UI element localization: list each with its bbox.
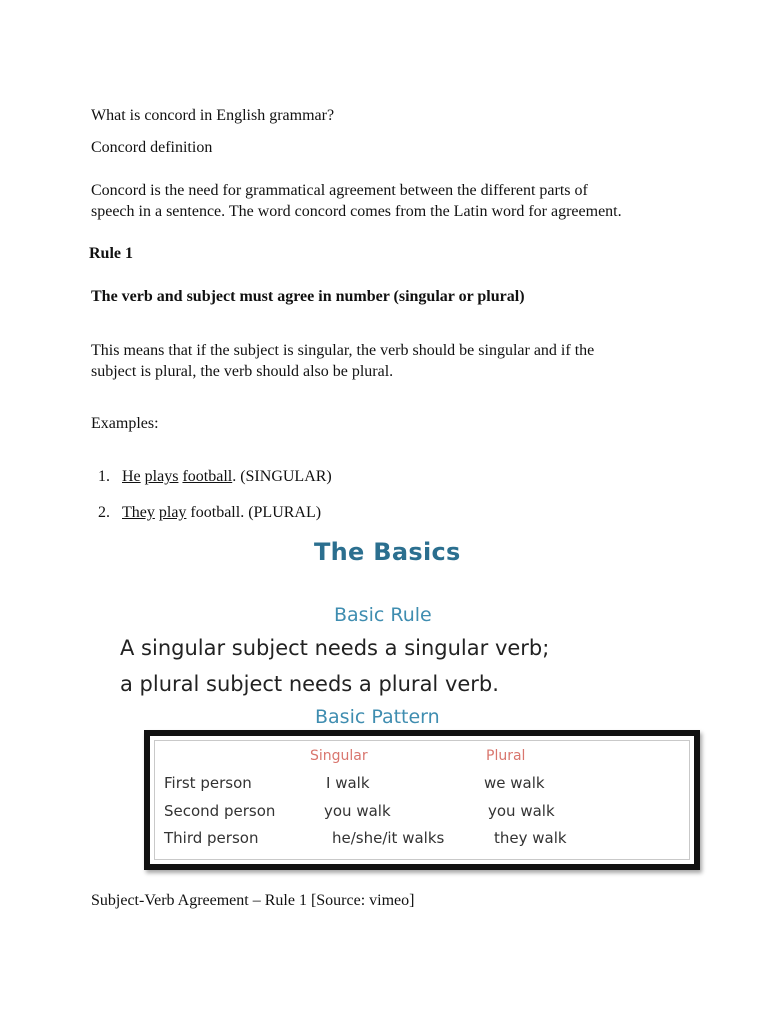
table-row-singular: you walk — [324, 802, 391, 820]
image-caption: Subject-Verb Agreement – Rule 1 [Source: vimeo] — [91, 892, 415, 909]
slide-title: The Basics — [314, 538, 461, 566]
table-row-person: Second person — [164, 802, 276, 820]
slide-rule-heading: Basic Rule — [334, 604, 432, 626]
pattern-table — [144, 730, 700, 870]
slide-rule-line-1: A singular subject needs a singular verb; — [120, 636, 550, 660]
table-row-singular: he/she/it walks — [332, 829, 445, 847]
rule-statement: The verb and subject must agree in number (singular or plural) — [91, 288, 525, 305]
example-object: football — [182, 468, 233, 485]
explanation-line-1: This means that if the subject is singular, the verb should be singular and if the — [91, 342, 595, 359]
example-verb: plays — [144, 468, 179, 485]
example-object: football — [190, 504, 241, 521]
example-number: 1. — [98, 468, 110, 485]
definition-heading: Concord definition — [91, 139, 213, 156]
example-number: 2. — [98, 504, 110, 521]
table-header-singular: Singular — [310, 748, 368, 764]
definition-line-2: speech in a sentence. The word concord comes from the Latin word for agreement. — [91, 203, 622, 220]
example-item — [98, 502, 321, 523]
table-row-plural: we walk — [484, 774, 545, 792]
definition-line-1: Concord is the need for grammatical agreement between the different parts of — [91, 182, 588, 199]
example-item — [98, 466, 332, 487]
table-row-person: First person — [164, 774, 252, 792]
example-tail: . (PLURAL) — [240, 504, 322, 521]
slide-pattern-heading: Basic Pattern — [315, 706, 440, 728]
table-header-plural: Plural — [486, 748, 526, 764]
table-row-plural: you walk — [488, 802, 555, 820]
basics-slide-image — [108, 534, 704, 872]
example-tail: . (SINGULAR) — [232, 468, 332, 485]
question-line: What is concord in English grammar? — [91, 107, 335, 124]
rule-heading: Rule 1 — [89, 245, 133, 262]
example-verb: play — [158, 504, 187, 521]
example-subject: They — [122, 504, 155, 521]
examples-label: Examples: — [91, 415, 159, 432]
slide-rule-line-2: a plural subject needs a plural verb. — [120, 672, 499, 696]
table-row-plural: they walk — [494, 829, 567, 847]
table-row-person: Third person — [164, 829, 259, 847]
table-row-singular: I walk — [326, 774, 370, 792]
explanation-line-2: subject is plural, the verb should also be plural. — [91, 363, 394, 380]
example-subject: He — [122, 468, 141, 485]
